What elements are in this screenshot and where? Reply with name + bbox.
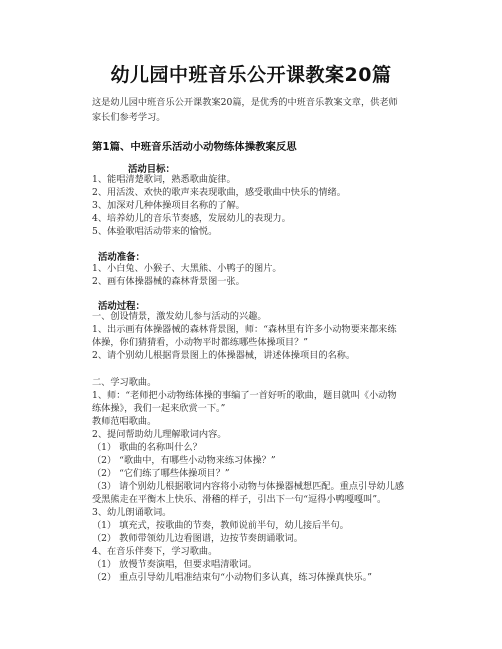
process-line: 二、学习歌曲。 bbox=[92, 377, 157, 388]
prep-item: 1、小白兔、小猴子、大黑熊、小鸭子的图片。 bbox=[92, 263, 282, 274]
prep-heading: 活动准备： bbox=[98, 252, 145, 263]
process-line: 3、幼儿朗诵歌词。 bbox=[92, 507, 172, 518]
goal-item: 5、体验歌唱活动带来的愉悦。 bbox=[92, 226, 218, 237]
goal-item: 1、能唱清楚歌词，熟悉歌曲旋律。 bbox=[92, 174, 236, 185]
process-line: 2、提问帮助幼儿理解歌词内容。 bbox=[92, 429, 227, 440]
prep-item: 2、画有体操器械的森林背景图一张。 bbox=[92, 276, 245, 287]
intro-line-1: 这是幼儿园中班音乐公开课教案20篇，是优秀的中班音乐教案文章，供老师 bbox=[92, 97, 398, 108]
process-line: 教师范唱歌曲。 bbox=[92, 416, 157, 427]
process-line: （1） 放慢节奏演唱，但要求唱清歌词。 bbox=[92, 559, 257, 570]
section-heading: 第1篇、中班音乐活动小动物练体操教案反思 bbox=[92, 141, 297, 153]
goal-item: 2、用活泼、欢快的歌声来表现歌曲，感受歌曲中快乐的情绪。 bbox=[92, 187, 346, 198]
process-line: 2、请个别幼儿根据背景图上的体操器械，讲述体操项目的名称。 bbox=[92, 350, 356, 361]
document-title: 幼儿园中班音乐公开课教案20篇 bbox=[110, 64, 392, 86]
process-line: 4、在音乐伴奏下，学习歌曲。 bbox=[92, 546, 218, 557]
process-line: 1、出示画有体操器械的森林背景图，师：“森林里有许多小动物要来都来练 bbox=[92, 324, 397, 335]
process-line: 一、创设情景，激发幼儿参与活动的兴趣。 bbox=[92, 311, 267, 322]
process-line: 练体操》，我们一起来欣赏一下。” bbox=[92, 403, 226, 414]
process-heading: 活动过程： bbox=[98, 301, 145, 312]
process-line: （2） 教师带领幼儿边看图谱，边按节奏朗诵歌词。 bbox=[92, 533, 303, 544]
process-line: （2） “歌曲中，有哪些小动物来练习体操？” bbox=[92, 455, 276, 466]
process-line: 受黑熊走在平衡木上快乐、滑稽的样子，引出下一句“逗得小鸭嘎嘎叫”。 bbox=[92, 494, 387, 505]
goal-item: 4、培养幼儿的音乐节奏感，发展幼儿的表现力。 bbox=[92, 213, 291, 224]
intro-line-2: 家长们参考学习。 bbox=[92, 112, 166, 123]
process-line: 1、师：“老师把小动物练体操的事编了一首好听的歌曲，题目就叫《小动物 bbox=[92, 390, 397, 401]
process-line: （2） “它们练了哪些体操项目？” bbox=[92, 468, 230, 479]
goals-heading: 活动目标： bbox=[128, 164, 175, 175]
process-line: （2） 重点引导幼儿唱准结束句“小动物们多认真，练习体操真快乐。” bbox=[92, 572, 372, 583]
goal-item: 3、加深对几种体操项目名称的了解。 bbox=[92, 200, 245, 211]
process-line: （1） 填充式，按歌曲的节奏，教师说前半句，幼儿接后半句。 bbox=[92, 520, 349, 531]
process-line: （3） 请个别幼儿根据歌词内容将小动物与体操器械想匹配。重点引导幼儿感 bbox=[92, 481, 404, 492]
process-line: （1） 歌曲的名称叫什么？ bbox=[92, 442, 202, 453]
process-line: 体操，你们猜猜看，小动物平时都练哪些体操项目？” bbox=[92, 337, 309, 348]
